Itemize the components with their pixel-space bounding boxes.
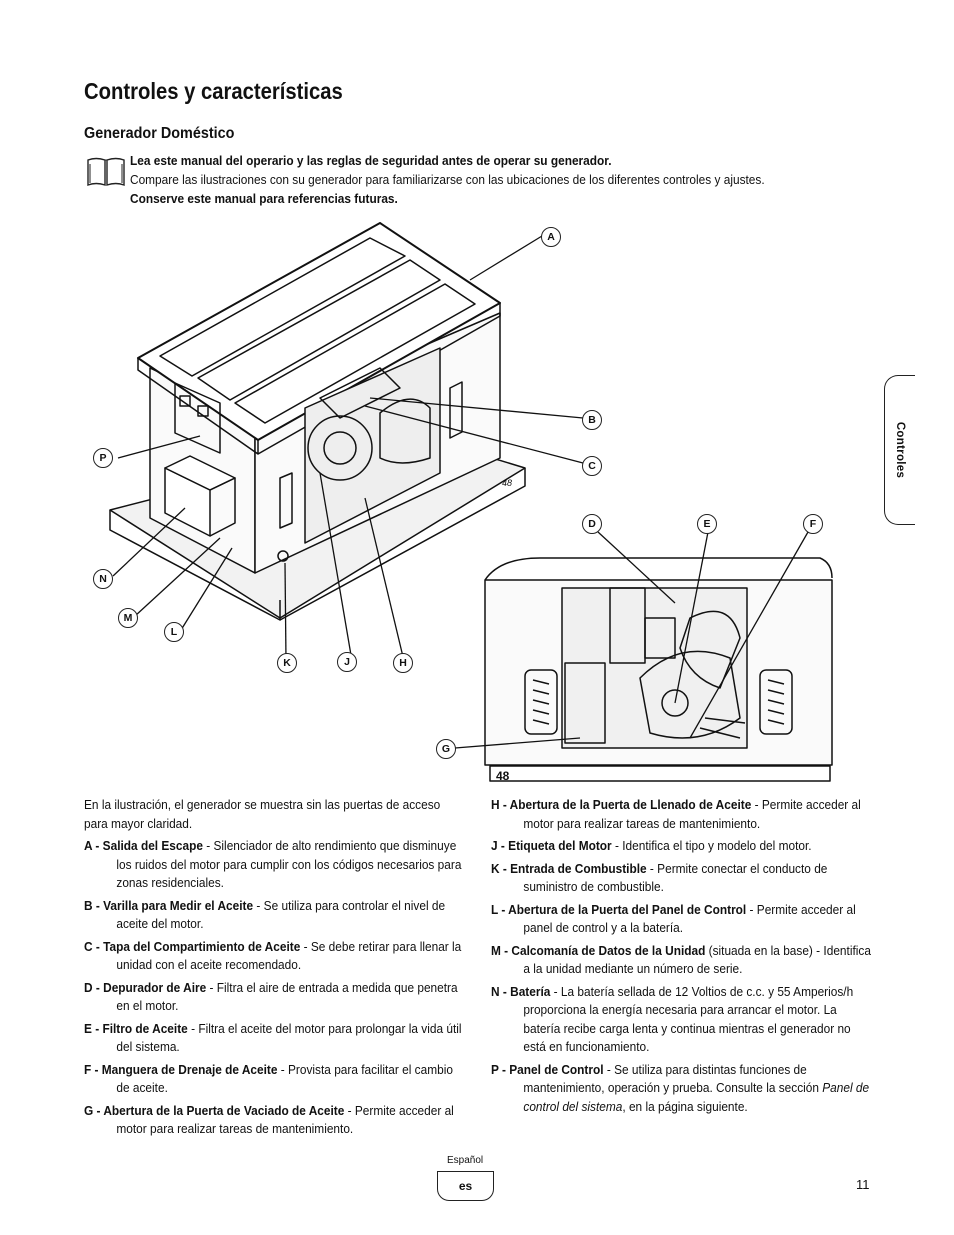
section-subtitle: Generador Doméstico [84, 125, 235, 142]
legend-item-f: F - Manguera de Drenaje de Aceite - Provista para facilitar el cambio de aceite. [84, 1061, 453, 1095]
legend-item-g: G - Abertura de la Puerta de Vaciado de Aceite - Permite acceder al motor para realizar tareas de mantenimiento. [84, 1102, 454, 1136]
callout-a: A [541, 227, 561, 247]
base-marking: 48 [502, 478, 513, 488]
legend-item-m: M - Calcomanía de Datos de la Unidad (situada en la base) - Identifica a la unidad mediante un número de serie. [491, 942, 871, 976]
page-title: Controles y características [84, 78, 343, 104]
callout-p: P [93, 448, 113, 468]
language-badge: es [437, 1171, 494, 1201]
callout-e: E [697, 514, 717, 534]
section-side-tab[interactable] [884, 375, 915, 525]
intro-paragraph [130, 151, 814, 208]
callout-k: K [277, 653, 297, 673]
generator-illustration [80, 218, 840, 788]
callout-j: J [337, 652, 357, 672]
legend-item-a: A - Salida del Escape - Silenciador de alto rendimiento que disminuye los ruidos del motor para cumplir con los códigos necesarios para zonas residenciales. [84, 838, 462, 890]
callout-h: H [393, 653, 413, 673]
language-label: Español [447, 1155, 484, 1166]
intro-bold-end: Conserve este manual para referencias futuras. [130, 191, 398, 206]
legend-item-n: N - Batería - La batería sellada de 12 Voltios de c.c. y 55 Amperios/h proporciona la energía necesaria para arrancar el motor. La batería recibe carga lenta y continua mientras el generador no está en funcionamiento. [491, 983, 854, 1054]
legend-item-c: C - Tapa del Compartimiento de Aceite - Se debe retirar para llenar la unidad con el aceite recomendado. [84, 938, 462, 972]
figure-note: En la ilustración, el generador se muestra sin las puertas de acceso para mayor claridad. [84, 797, 441, 831]
side-tab-label: Controles [894, 421, 906, 479]
callout-m: M [118, 608, 138, 628]
legend-left-column [84, 796, 462, 1143]
legend-item-b: B - Varilla para Medir el Aceite - Se utiliza para controlar el nivel de aceite del motor. [84, 897, 446, 931]
page-number: 11 [856, 1177, 870, 1192]
legend-right-column [491, 796, 874, 1120]
intro-text: Compare las ilustraciones con su generador para familiarizarse con las ubicaciones de los diferentes controles y ajustes. [130, 172, 765, 187]
manual-book-icon [86, 156, 126, 188]
legend-item-p: P - Panel de Control - Se utiliza para distintas funciones de mantenimiento, operación y prueba. Consulte la sección Panel de control del sistema, en la página siguiente. [491, 1061, 870, 1114]
legend-item-j: J - Etiqueta del Motor - Identifica el tipo y modelo del motor. [491, 838, 812, 853]
legend-item-e: E - Filtro de Aceite - Filtra el aceite del motor para prolongar la vida útil del sistema. [84, 1020, 462, 1054]
callout-l: L [164, 622, 184, 642]
callout-d: D [582, 514, 602, 534]
callout-c: C [582, 456, 602, 476]
intro-bold-line: Lea este manual del operario y las reglas de seguridad antes de operar su generador. [130, 153, 612, 168]
callout-g: G [436, 739, 456, 759]
callout-f: F [803, 514, 823, 534]
callout-n: N [93, 569, 113, 589]
legend-item-h: H - Abertura de la Puerta de Llenado de Aceite - Permite acceder al motor para realizar tareas de mantenimiento. [491, 797, 861, 831]
legend-item-l: L - Abertura de la Puerta del Panel de Control - Permite acceder al panel de control y a la batería. [491, 901, 856, 935]
legend-item-d: D - Depurador de Aire - Filtra el aire de entrada a medida que penetra en el motor. [84, 979, 458, 1013]
unit-model-marking: 48 [496, 769, 510, 783]
callout-b: B [582, 410, 602, 430]
legend-item-k: K - Entrada de Combustible - Permite conectar el conducto de suministro de combustible. [491, 860, 828, 894]
